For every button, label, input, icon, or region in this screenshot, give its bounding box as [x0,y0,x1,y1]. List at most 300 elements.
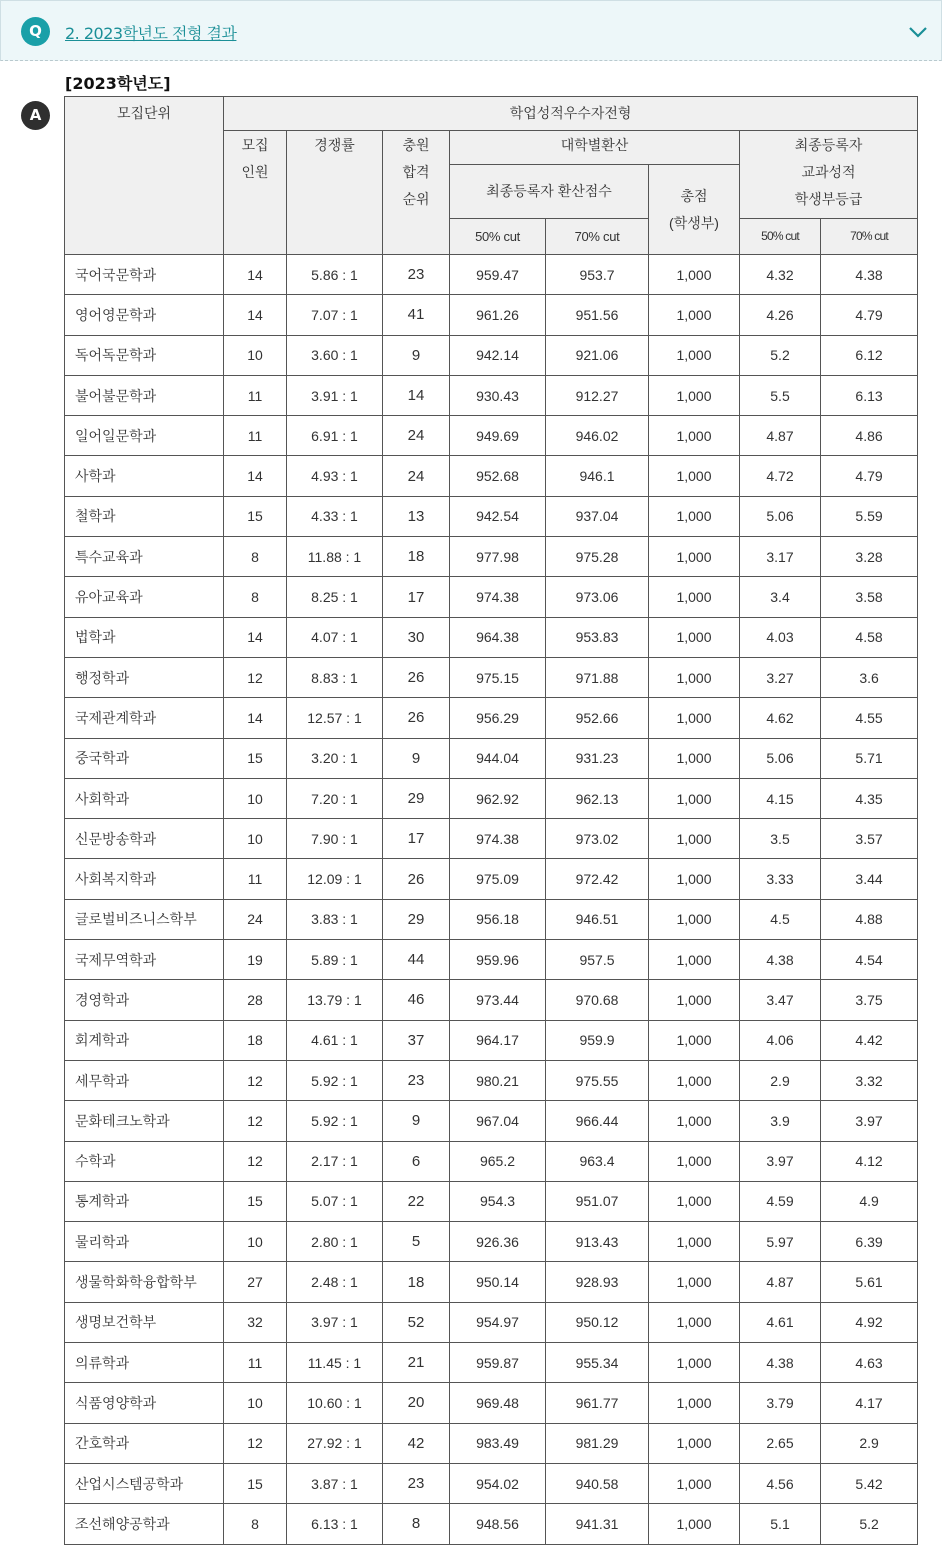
cell-unit-name: 일어일문학과 [65,416,224,456]
cell-cut50: 975.15 [450,657,546,697]
cell-cut50: 954.97 [450,1302,546,1342]
cell-cut70: 950.12 [546,1302,649,1342]
cell-quota: 12 [224,1101,287,1141]
cell-cut50: 942.54 [450,496,546,536]
cell-rate: 6.91 : 1 [287,416,383,456]
cell-cut50: 964.17 [450,1020,546,1060]
cell-total: 1,000 [649,1343,740,1383]
cell-quota: 12 [224,657,287,697]
cell-unit-name: 행정학과 [65,657,224,697]
cell-rate: 3.20 : 1 [287,738,383,778]
cell-cut70: 951.07 [546,1181,649,1221]
cell-grade-cut50: 5.97 [740,1222,821,1262]
header-cut50: 50% cut [450,219,546,255]
cell-quota: 24 [224,899,287,939]
cell-total: 1,000 [649,1423,740,1463]
cell-grade-cut70: 5.2 [821,1504,918,1544]
cell-unit-name: 간호학과 [65,1423,224,1463]
cell-quota: 14 [224,617,287,657]
cell-cut50: 942.14 [450,335,546,375]
cell-quota: 14 [224,255,287,295]
cell-grade-cut70: 4.55 [821,698,918,738]
table-row [65,1383,918,1423]
table-row [65,980,918,1020]
cell-rate: 5.92 : 1 [287,1101,383,1141]
cell-unit-name: 통계학과 [65,1181,224,1221]
cell-cut50: 950.14 [450,1262,546,1302]
cell-total: 1,000 [649,335,740,375]
cell-grade-cut70: 4.12 [821,1141,918,1181]
cell-cut70: 962.13 [546,778,649,818]
cell-cut70: 975.55 [546,1060,649,1100]
cell-rate: 3.87 : 1 [287,1463,383,1503]
cell-rate: 7.20 : 1 [287,778,383,818]
cell-cut70: 955.34 [546,1343,649,1383]
table-row [65,617,918,657]
cell-quota: 27 [224,1262,287,1302]
cell-quota: 8 [224,1504,287,1544]
cell-unit-name: 생물학화학융합학부 [65,1262,224,1302]
header-grade-cut70: 70% cut [821,219,918,255]
cell-quota: 12 [224,1060,287,1100]
cell-total: 1,000 [649,537,740,577]
table-row [65,1504,918,1544]
cell-extra-rank: 23 [383,1463,450,1503]
cell-quota: 15 [224,738,287,778]
cell-grade-cut50: 5.2 [740,335,821,375]
cell-cut50: 983.49 [450,1423,546,1463]
cell-rate: 3.97 : 1 [287,1302,383,1342]
cell-extra-rank: 9 [383,738,450,778]
cell-cut50: 959.87 [450,1343,546,1383]
question-title-link[interactable]: 2. 2023학년도 전형 결과 [65,24,237,43]
cell-quota: 15 [224,496,287,536]
cell-quota: 8 [224,537,287,577]
table-row [65,1302,918,1342]
cell-grade-cut50: 4.56 [740,1463,821,1503]
cell-rate: 4.07 : 1 [287,617,383,657]
cell-quota: 32 [224,1302,287,1342]
cell-rate: 4.61 : 1 [287,1020,383,1060]
cell-rate: 13.79 : 1 [287,980,383,1020]
cell-extra-rank: 17 [383,577,450,617]
cell-cut50: 975.09 [450,859,546,899]
cell-unit-name: 중국학과 [65,738,224,778]
question-bar[interactable] [0,0,942,61]
cell-cut70: 931.23 [546,738,649,778]
cell-total: 1,000 [649,496,740,536]
cell-rate: 6.13 : 1 [287,1504,383,1544]
cell-cut50: 952.68 [450,456,546,496]
cell-unit-name: 사학과 [65,456,224,496]
cell-cut70: 975.28 [546,537,649,577]
cell-cut70: 912.27 [546,375,649,415]
cell-cut50: 964.38 [450,617,546,657]
table-row [65,335,918,375]
cell-extra-rank: 9 [383,1101,450,1141]
cell-cut70: 953.7 [546,255,649,295]
cell-rate: 4.33 : 1 [287,496,383,536]
cell-cut50: 956.18 [450,899,546,939]
cell-unit-name: 국어국문학과 [65,255,224,295]
cell-grade-cut70: 4.38 [821,255,918,295]
cell-extra-rank: 6 [383,1141,450,1181]
cell-extra-rank: 52 [383,1302,450,1342]
cell-grade-cut70: 3.97 [821,1101,918,1141]
cell-total: 1,000 [649,1181,740,1221]
cell-cut70: 952.66 [546,698,649,738]
cell-grade-cut70: 4.9 [821,1181,918,1221]
table-row [65,1020,918,1060]
cell-unit-name: 생명보건학부 [65,1302,224,1342]
cell-cut50: 944.04 [450,738,546,778]
cell-grade-cut50: 3.9 [740,1101,821,1141]
cell-total: 1,000 [649,1101,740,1141]
cell-total: 1,000 [649,1222,740,1262]
cell-grade-cut70: 3.44 [821,859,918,899]
cell-rate: 8.25 : 1 [287,577,383,617]
cell-cut70: 940.58 [546,1463,649,1503]
cell-cut50: 962.92 [450,778,546,818]
cell-grade-cut70: 5.59 [821,496,918,536]
cell-cut70: 946.1 [546,456,649,496]
cell-cut50: 961.26 [450,295,546,335]
cell-total: 1,000 [649,1463,740,1503]
cell-cut50: 967.04 [450,1101,546,1141]
header-final-score: 최종등록자 환산점수 [450,165,649,219]
cell-cut70: 973.02 [546,819,649,859]
cell-extra-rank: 23 [383,1060,450,1100]
table-row [65,537,918,577]
cell-quota: 12 [224,1141,287,1181]
cell-grade-cut70: 5.42 [821,1463,918,1503]
cell-total: 1,000 [649,617,740,657]
cell-cut50: 954.02 [450,1463,546,1503]
cell-unit-name: 독어독문학과 [65,335,224,375]
cell-rate: 4.93 : 1 [287,456,383,496]
cell-cut70: 913.43 [546,1222,649,1262]
cell-quota: 12 [224,1423,287,1463]
cell-extra-rank: 44 [383,940,450,980]
cell-rate: 8.83 : 1 [287,657,383,697]
cell-extra-rank: 17 [383,819,450,859]
cell-rate: 11.45 : 1 [287,1343,383,1383]
table-row [65,899,918,939]
cell-unit-name: 조선해양공학과 [65,1504,224,1544]
cell-cut70: 963.4 [546,1141,649,1181]
cell-extra-rank: 37 [383,1020,450,1060]
cell-grade-cut50: 5.5 [740,375,821,415]
table-row [65,819,918,859]
cell-unit-name: 유아교육과 [65,577,224,617]
results-table [64,96,918,1545]
cell-grade-cut70: 4.42 [821,1020,918,1060]
header-grade-cut50: 50% cut [740,219,821,255]
cell-grade-cut50: 4.06 [740,1020,821,1060]
cell-rate: 7.90 : 1 [287,819,383,859]
cell-cut70: 941.31 [546,1504,649,1544]
cell-extra-rank: 21 [383,1343,450,1383]
cell-grade-cut70: 4.54 [821,940,918,980]
cell-rate: 2.48 : 1 [287,1262,383,1302]
cell-rate: 11.88 : 1 [287,537,383,577]
cell-grade-cut50: 4.72 [740,456,821,496]
cell-rate: 3.60 : 1 [287,335,383,375]
cell-grade-cut50: 4.61 [740,1302,821,1342]
cell-extra-rank: 13 [383,496,450,536]
table-row [65,940,918,980]
cell-grade-cut50: 3.5 [740,819,821,859]
cell-cut50: 930.43 [450,375,546,415]
cell-unit-name: 수학과 [65,1141,224,1181]
cell-unit-name: 철학과 [65,496,224,536]
cell-total: 1,000 [649,295,740,335]
table-row [65,295,918,335]
cell-rate: 5.92 : 1 [287,1060,383,1100]
cell-cut70: 981.29 [546,1423,649,1463]
cell-total: 1,000 [649,456,740,496]
table-row [65,255,918,295]
cell-cut70: 946.02 [546,416,649,456]
header-unit: 모집단위 [65,97,224,255]
header-final-grade: 최종등록자 교과성적 학생부등급 [740,131,918,219]
cell-grade-cut70: 6.13 [821,375,918,415]
cell-total: 1,000 [649,859,740,899]
cell-cut50: 977.98 [450,537,546,577]
table-row [65,1343,918,1383]
cell-grade-cut70: 3.75 [821,980,918,1020]
cell-cut50: 959.47 [450,255,546,295]
cell-grade-cut70: 3.32 [821,1060,918,1100]
cell-extra-rank: 42 [383,1423,450,1463]
cell-grade-cut50: 3.17 [740,537,821,577]
cell-total: 1,000 [649,940,740,980]
cell-rate: 5.89 : 1 [287,940,383,980]
cell-cut70: 972.42 [546,859,649,899]
cell-grade-cut50: 5.1 [740,1504,821,1544]
cell-extra-rank: 46 [383,980,450,1020]
table-row [65,738,918,778]
cell-grade-cut50: 3.27 [740,657,821,697]
table-row [65,1222,918,1262]
cell-grade-cut70: 4.63 [821,1343,918,1383]
cell-total: 1,000 [649,375,740,415]
cell-quota: 11 [224,859,287,899]
cell-rate: 2.17 : 1 [287,1141,383,1181]
cell-extra-rank: 26 [383,657,450,697]
cell-cut70: 921.06 [546,335,649,375]
cell-grade-cut50: 5.06 [740,496,821,536]
cell-grade-cut70: 4.88 [821,899,918,939]
cell-grade-cut70: 3.57 [821,819,918,859]
chevron-down-icon[interactable] [907,21,929,43]
cell-cut50: 973.44 [450,980,546,1020]
cell-unit-name: 법학과 [65,617,224,657]
cell-rate: 3.83 : 1 [287,899,383,939]
cell-total: 1,000 [649,1020,740,1060]
cell-cut70: 928.93 [546,1262,649,1302]
cell-grade-cut50: 4.26 [740,295,821,335]
table-row [65,375,918,415]
cell-grade-cut70: 3.6 [821,657,918,697]
cell-grade-cut50: 3.33 [740,859,821,899]
table-row [65,1060,918,1100]
cell-extra-rank: 14 [383,375,450,415]
cell-quota: 15 [224,1463,287,1503]
cell-extra-rank: 20 [383,1383,450,1423]
cell-grade-cut50: 3.4 [740,577,821,617]
cell-cut70: 961.77 [546,1383,649,1423]
cell-total: 1,000 [649,778,740,818]
cell-total: 1,000 [649,577,740,617]
header-quota: 모집 인원 [224,131,287,255]
cell-rate: 2.80 : 1 [287,1222,383,1262]
cell-quota: 11 [224,1343,287,1383]
cell-total: 1,000 [649,1383,740,1423]
table-row [65,1181,918,1221]
cell-grade-cut50: 4.5 [740,899,821,939]
header-admission: 학업성적우수자전형 [224,97,918,131]
cell-grade-cut70: 6.12 [821,335,918,375]
cell-extra-rank: 41 [383,295,450,335]
table-row [65,1141,918,1181]
cell-grade-cut50: 4.87 [740,1262,821,1302]
table-row [65,778,918,818]
question-badge: Q [21,17,50,46]
cell-grade-cut50: 4.32 [740,255,821,295]
cell-unit-name: 영어영문학과 [65,295,224,335]
cell-total: 1,000 [649,1141,740,1181]
cell-cut50: 926.36 [450,1222,546,1262]
cell-extra-rank: 29 [383,778,450,818]
table-row [65,577,918,617]
table-row [65,859,918,899]
cell-quota: 14 [224,295,287,335]
cell-total: 1,000 [649,1504,740,1544]
cell-cut70: 946.51 [546,899,649,939]
cell-grade-cut50: 3.79 [740,1383,821,1423]
cell-rate: 7.07 : 1 [287,295,383,335]
cell-unit-name: 사회복지학과 [65,859,224,899]
cell-grade-cut50: 2.65 [740,1423,821,1463]
cell-cut70: 951.56 [546,295,649,335]
cell-total: 1,000 [649,1302,740,1342]
cell-cut50: 965.2 [450,1141,546,1181]
cell-total: 1,000 [649,899,740,939]
cell-rate: 5.86 : 1 [287,255,383,295]
cell-unit-name: 세무학과 [65,1060,224,1100]
cell-total: 1,000 [649,738,740,778]
cell-grade-cut70: 4.86 [821,416,918,456]
table-row [65,1423,918,1463]
cell-quota: 8 [224,577,287,617]
cell-extra-rank: 23 [383,255,450,295]
cell-quota: 11 [224,416,287,456]
cell-rate: 12.09 : 1 [287,859,383,899]
year-label: [2023학년도] [65,74,171,93]
cell-extra-rank: 8 [383,1504,450,1544]
cell-rate: 27.92 : 1 [287,1423,383,1463]
cell-unit-name: 불어불문학과 [65,375,224,415]
cell-quota: 10 [224,819,287,859]
cell-cut50: 954.3 [450,1181,546,1221]
cell-unit-name: 의류학과 [65,1343,224,1383]
table-row [65,698,918,738]
header-cut70: 70% cut [546,219,649,255]
cell-grade-cut50: 3.97 [740,1141,821,1181]
cell-grade-cut70: 4.79 [821,295,918,335]
answer-badge: A [21,101,50,130]
cell-extra-rank: 5 [383,1222,450,1262]
cell-grade-cut50: 4.15 [740,778,821,818]
cell-extra-rank: 26 [383,698,450,738]
cell-grade-cut50: 4.59 [740,1181,821,1221]
cell-total: 1,000 [649,1262,740,1302]
cell-cut50: 948.56 [450,1504,546,1544]
cell-cut70: 953.83 [546,617,649,657]
cell-grade-cut70: 2.9 [821,1423,918,1463]
cell-grade-cut70: 4.17 [821,1383,918,1423]
cell-unit-name: 회계학과 [65,1020,224,1060]
table-row [65,1262,918,1302]
header-rate: 경쟁률 [287,131,383,255]
cell-extra-rank: 29 [383,899,450,939]
cell-unit-name: 글로벌비즈니스학부 [65,899,224,939]
cell-rate: 3.91 : 1 [287,375,383,415]
cell-cut50: 949.69 [450,416,546,456]
cell-quota: 10 [224,1222,287,1262]
cell-cut50: 956.29 [450,698,546,738]
cell-cut70: 957.5 [546,940,649,980]
cell-grade-cut50: 4.38 [740,940,821,980]
cell-quota: 18 [224,1020,287,1060]
cell-total: 1,000 [649,980,740,1020]
cell-cut70: 973.06 [546,577,649,617]
cell-unit-name: 국제관계학과 [65,698,224,738]
cell-cut50: 959.96 [450,940,546,980]
cell-total: 1,000 [649,1060,740,1100]
cell-grade-cut50: 4.62 [740,698,821,738]
table-row [65,657,918,697]
cell-unit-name: 경영학과 [65,980,224,1020]
cell-cut70: 966.44 [546,1101,649,1141]
cell-grade-cut70: 3.58 [821,577,918,617]
cell-quota: 10 [224,335,287,375]
cell-cut50: 974.38 [450,819,546,859]
cell-extra-rank: 9 [383,335,450,375]
cell-cut70: 971.88 [546,657,649,697]
cell-quota: 10 [224,778,287,818]
header-total: 총점 (학생부) [649,165,740,255]
cell-total: 1,000 [649,819,740,859]
cell-unit-name: 물리학과 [65,1222,224,1262]
header-extra: 충원 합격 순위 [383,131,450,255]
cell-extra-rank: 18 [383,1262,450,1302]
cell-cut50: 980.21 [450,1060,546,1100]
cell-quota: 14 [224,698,287,738]
cell-unit-name: 문화테크노학과 [65,1101,224,1141]
cell-unit-name: 특수교육과 [65,537,224,577]
cell-quota: 14 [224,456,287,496]
cell-unit-name: 산업시스템공학과 [65,1463,224,1503]
cell-quota: 19 [224,940,287,980]
cell-unit-name: 사회학과 [65,778,224,818]
cell-total: 1,000 [649,255,740,295]
table-body [65,255,918,1545]
cell-cut50: 969.48 [450,1383,546,1423]
cell-quota: 10 [224,1383,287,1423]
cell-grade-cut70: 4.79 [821,456,918,496]
